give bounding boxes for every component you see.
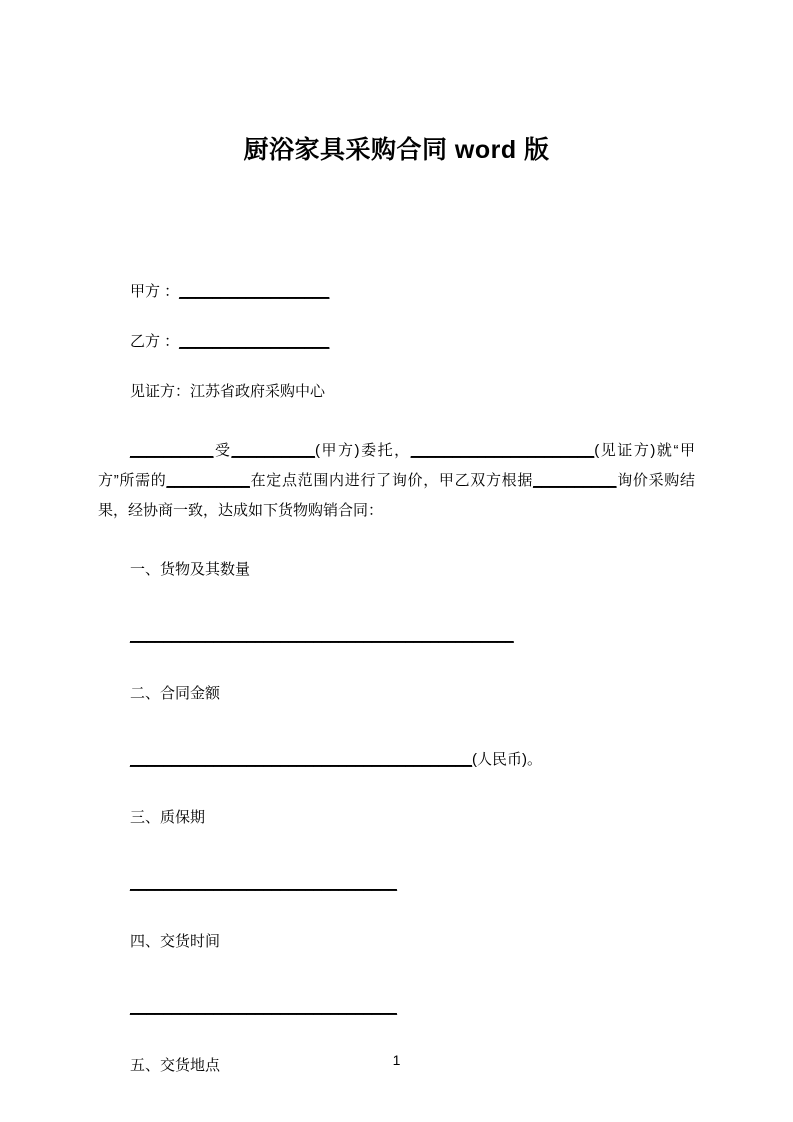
document-body xyxy=(98,278,695,1106)
preamble-text-6: 询 xyxy=(616,472,633,489)
preamble-paragraph xyxy=(98,436,695,526)
section-blank-line-2: _________________________________________ xyxy=(130,751,473,768)
preamble-text-3: (见证方)就 xyxy=(594,442,674,459)
preamble-text-2: (甲方)委托， xyxy=(314,442,411,459)
section-heading-2: 二、合同金额 xyxy=(130,685,221,702)
section-blank-line-3: ________________________________ xyxy=(130,875,397,892)
section-blank-4 xyxy=(98,994,695,1022)
section-blank-line-4: ________________________________ xyxy=(130,999,397,1016)
party-b-label: 乙方 ： xyxy=(130,333,180,350)
preamble-text-7: 价采购结果，经协商一致，达成如下货物购销合同： xyxy=(98,472,695,519)
page-title: 厨浴家具采购合同 word 版 xyxy=(243,136,550,164)
preamble-blank-1: __________ xyxy=(130,442,214,459)
witness-line: 见证方：江苏省政府采购中心 xyxy=(130,383,326,400)
preamble-blank-4: __________ xyxy=(166,472,250,489)
party-a-label: 甲方 ： xyxy=(130,283,180,300)
preamble-blank-2: __________ xyxy=(231,442,315,459)
section-blank-3 xyxy=(98,870,695,898)
preamble-text-1: 受 xyxy=(213,442,232,459)
party-a-line xyxy=(98,278,695,306)
section-heading-4: 四、交货时间 xyxy=(130,933,221,950)
preamble-text-5: 在定点范围内进行了询价，甲乙双方根据 xyxy=(249,472,534,489)
party-a-blank: __________________ xyxy=(179,283,330,300)
section-blank-line-1: ______________________________________________ xyxy=(130,627,514,644)
section-heading-5: 五、交货地点 xyxy=(130,1057,221,1074)
preamble-blank-5: __________ xyxy=(533,472,617,489)
section-blank-2 xyxy=(98,746,695,774)
section-heading-3: 三、质保期 xyxy=(130,809,206,826)
preamble-text-4: “甲方”所需的 xyxy=(98,442,695,489)
party-b-blank: __________________ xyxy=(179,333,330,350)
section-blank-1 xyxy=(98,622,695,650)
party-b-line xyxy=(98,328,695,356)
section-heading-1: 一、货物及其数量 xyxy=(130,561,251,578)
section-suffix-2: (人民币)。 xyxy=(472,751,543,768)
preamble-blank-3: ______________________ xyxy=(410,442,595,459)
page-number: 1 xyxy=(392,1052,401,1068)
